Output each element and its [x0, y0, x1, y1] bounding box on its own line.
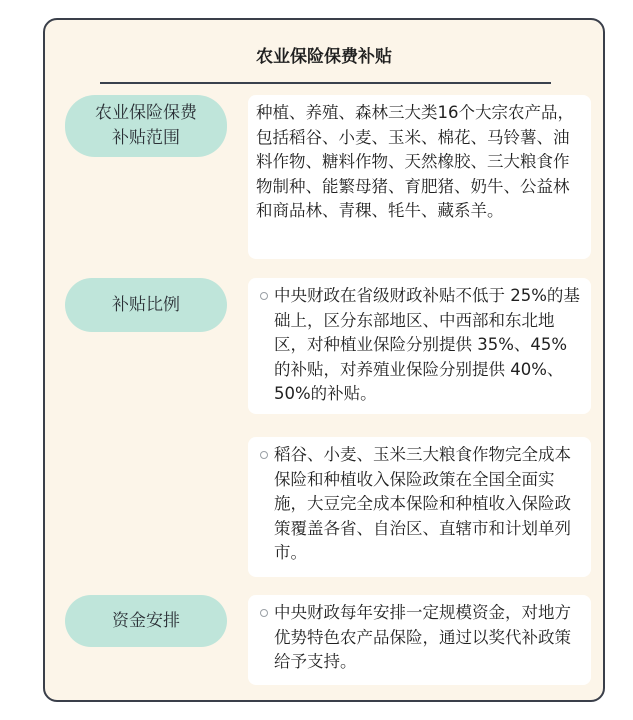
text-fund-arrangement: [248, 595, 591, 685]
subsidy-ratio-text-1: 中央财政在省级财政补贴不低于 25%的基础上，区分东部地区、中西部和东北地区，对种植业保险分别提供 35%、45% 的补贴，对养殖业保险分别提供 40%、50%的补贴。: [274, 286, 580, 403]
card-title: 农业保险保费补贴: [256, 47, 392, 67]
fund-arrangement-text: 中央财政每年安排一定规模资金，对地方优势特色农产品保险，通过以奖代补政策给予支持。: [274, 603, 571, 671]
label-fund-arrangement: 资金安排: [65, 595, 227, 647]
text-subsidy-ratio-1: [248, 278, 591, 414]
text-subsidy-ratio-2: [248, 437, 591, 577]
bullet-icon: [260, 451, 268, 459]
title-divider: [100, 82, 551, 84]
label-subsidy-scope: 农业保险保费 补贴范围: [65, 95, 227, 157]
text-subsidy-scope: 种植、养殖、森林三大类16个大宗农产品，包括稻谷、小麦、玉米、棉花、马铃薯、油料作物、糖料作物、天然橡胶、三大粮食作物制种、能繁母猪、育肥猪、奶牛、公益林和商品林、青稞、牦牛、藏系羊。: [248, 95, 591, 259]
bullet-icon: [260, 292, 268, 300]
info-card: [43, 18, 605, 702]
bullet-icon: [260, 609, 268, 617]
label-subsidy-ratio: 补贴比例: [65, 278, 227, 332]
subsidy-ratio-text-2: 稻谷、小麦、玉米三大粮食作物完全成本保险和种植收入保险政策在全国全面实施，大豆完全成本保险和种植收入保险政策覆盖各省、自治区、直辖市和计划单列市。: [274, 445, 571, 562]
